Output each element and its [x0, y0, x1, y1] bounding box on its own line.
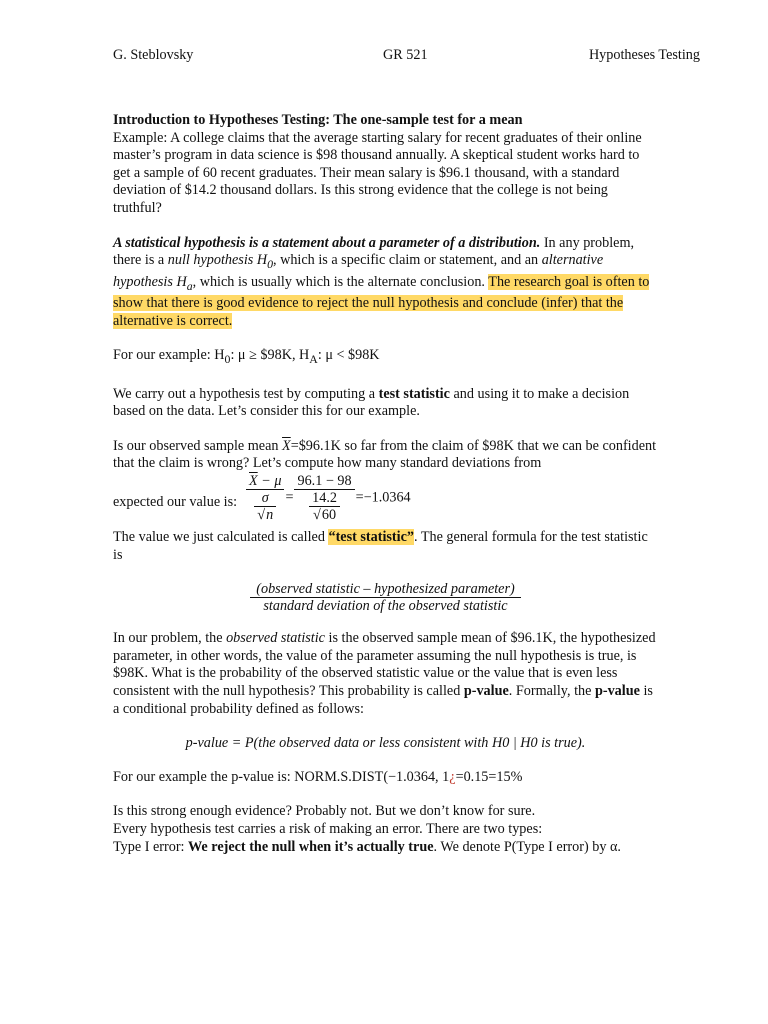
s-value: 14.2 — [309, 490, 340, 507]
p-value-example — [113, 769, 658, 787]
definition-text-1: In any problem, there is a — [113, 234, 635, 269]
null-sub: 0 — [267, 256, 273, 271]
closing-line-1: Is this strong enough evidence? Probably not. But we don’t know for sure. — [113, 803, 536, 820]
value-calc-text-1: The value we just calculated is called — [113, 528, 329, 545]
calc-label: expected our value is: — [113, 493, 238, 510]
definition-paragraph — [113, 235, 658, 331]
problem-text-1: In our problem, the — [113, 630, 227, 647]
ha-sub: A — [309, 352, 318, 367]
calc-result: =−1.0364 — [355, 489, 411, 506]
carry-out-paragraph — [113, 386, 658, 421]
definition-text-2: , which is a specific claim or statement, and an — [273, 252, 542, 269]
sixty: 60 — [321, 506, 337, 523]
test-statistic-term: test statistic — [378, 385, 450, 402]
carry-out-text-2: and using it to make a decision based on the data. Let’s consider this for our example. — [113, 385, 630, 420]
page-header — [113, 47, 700, 67]
header-topic: Hypotheses Testing — [588, 47, 700, 63]
intro-paragraph — [113, 112, 658, 218]
our-example-hypotheses — [113, 347, 658, 368]
highlighted-research-goal: The research goal is often to show that there is good evidence to reject the null hypothesis and conclude (infer) that the alternative is correct. — [113, 273, 650, 329]
sigma-over-sqrtn — [254, 490, 276, 523]
type1-bold: We reject the null when it’s actually true — [188, 838, 434, 855]
equals-sign: = — [285, 489, 294, 506]
header-author: G. Steblovsky — [113, 47, 194, 63]
z-xbar: $\overline{X}$ — [249, 472, 258, 489]
general-formula-numerator: (observed statistic – hypothesized parameter) — [250, 581, 520, 598]
observed-statistic-term: observed statistic — [226, 630, 325, 647]
section-title: Introduction to Hypotheses Testing: The one-sample test for a mean — [113, 112, 523, 128]
numeric-fraction — [294, 473, 354, 523]
problem-paragraph — [113, 630, 658, 718]
p-value-term-2: p-value — [594, 682, 640, 699]
example-text: Example: A college claims that the average starting salary for recent graduates of their online master’s program in data science is $98 thousand annually. A skeptical student works hard to get a sample of 60 recent graduates. Their mean salary is $96.1 thousand, with a standard deviation of $14.2 thousand dollars. Is this strong evidence that the college is not being truthful? — [113, 129, 642, 216]
problem-text-4: is a conditional probability defined as follows: — [113, 682, 653, 717]
s-over-sqrt60 — [309, 490, 340, 523]
closing-line-2: Every hypothesis test carries a risk of making an error. There are two types: — [113, 820, 543, 837]
value-calculated-paragraph — [113, 529, 658, 564]
z-formula-numerator — [246, 473, 284, 490]
observed-paragraph — [113, 438, 658, 473]
observed-text-2: =$96.1K so far from the claim of $98K that we can be confident that the claim is wrong? Let’s compute how many standard deviations from — [113, 437, 657, 472]
problem-text-3: . Formally, the — [508, 682, 595, 699]
closing-paragraph — [113, 803, 658, 856]
carry-out-text-1: We carry out a hypothesis test by computing a — [113, 385, 379, 402]
xbar-symbol: $\overline{X}$ — [282, 437, 291, 454]
sqrt-60: √60 — [313, 506, 337, 523]
definition-text-3: , which is usually which is the alternate conclusion. — [192, 273, 489, 290]
problem-text-2: is the observed sample mean of $96.1K, the hypothesized parameter, in other words, the value of the parameter assuming the null hypothesis is true, is $98K. What is the probability of the observed statistic value or the value that is even less consistent with the null hypothesis? This probability is called — [113, 630, 656, 699]
z-formula-fraction — [246, 473, 284, 523]
h0-rest: : μ ≥ $98K, H — [230, 347, 310, 364]
type1-rest: . We denote P(Type I error) by α. — [433, 838, 621, 855]
header-course: GR 521 — [383, 47, 428, 63]
calculation-line — [113, 473, 658, 533]
p-value-example-text-2: =0.15=15% — [455, 768, 523, 785]
numeric-denominator — [294, 490, 354, 523]
p-value-example-text-1: For our example the p-value is: NORM.S.DIST(−1.0364, 1 — [113, 768, 450, 785]
hyp-prefix: For our example: H — [113, 347, 225, 364]
observed-text-1: Is our observed sample mean — [113, 437, 283, 454]
n-symbol: n — [266, 506, 274, 523]
z-formula-denominator — [246, 490, 284, 523]
ha-rest: : μ < $98K — [317, 347, 380, 364]
alt-hypothesis-term: alternative hypothesis H — [113, 252, 604, 290]
definition-bold: A statistical hypothesis is a statement about a parameter of a distribution. — [113, 234, 541, 251]
h0-sub: 0 — [224, 352, 231, 367]
general-formula-denominator: standard deviation of the observed statistic — [263, 598, 508, 615]
sigma-symbol: σ — [254, 490, 276, 507]
general-formula-fraction — [250, 581, 520, 614]
type1-prefix: Type I error: — [113, 838, 189, 855]
inverted-question-mark: ¿ — [449, 768, 456, 785]
numeric-numerator: 96.1 − 98 — [294, 473, 354, 490]
z-minus-mu: − μ — [257, 472, 282, 489]
general-formula — [113, 581, 658, 614]
value-calc-text-2: . The general formula for the test statistic is — [113, 528, 648, 563]
alt-sub: a — [186, 278, 193, 293]
null-hypothesis-term: null hypothesis H — [167, 252, 268, 269]
p-value-term-1: p-value — [463, 682, 509, 699]
calc-formula — [245, 473, 411, 523]
highlighted-test-statistic: “test statistic” — [328, 528, 414, 545]
document-body — [113, 112, 658, 873]
sqrt-n: √n — [257, 506, 274, 523]
p-value-definition: p-value = P(the observed data or less consistent with H0 | H0 is true). — [185, 735, 586, 752]
